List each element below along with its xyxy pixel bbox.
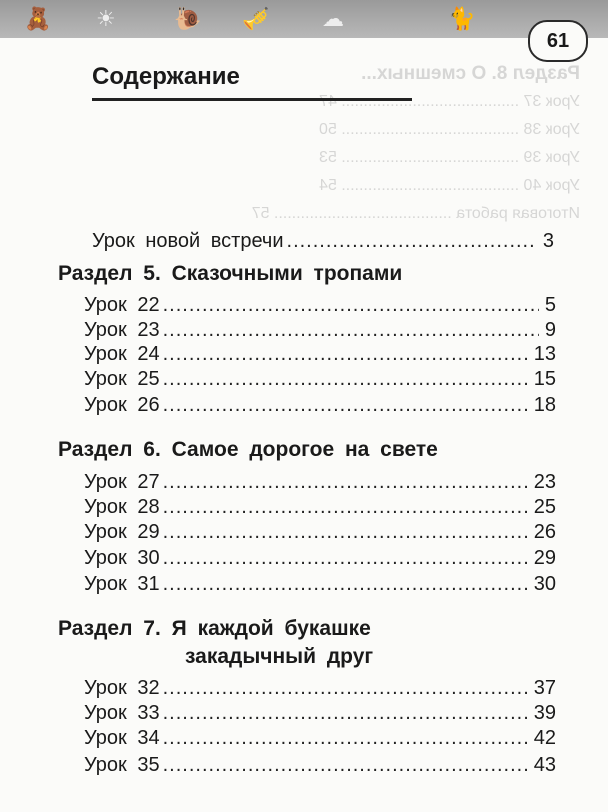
- dot-leader: [163, 495, 531, 519]
- dot-leader: [163, 393, 531, 417]
- trumpet-icon: 🎺: [242, 6, 270, 31]
- dot-leader: [163, 572, 531, 596]
- toc-entry: Урок 29 ..... 26: [84, 520, 556, 544]
- dot-leader: [163, 520, 531, 544]
- dot-leader: [163, 367, 531, 391]
- section-title-5: Раздел 5. Сказочными тропами: [58, 262, 403, 285]
- bleed-through-row: Урок 38 ........................................ 50: [319, 121, 580, 138]
- bleed-through-row: Урок 39 ........................................ 53: [319, 149, 580, 166]
- teddy-bear-icon: 🧸: [24, 6, 52, 31]
- toc-title: Содержание: [92, 62, 412, 101]
- toc-entry: Урок 30 ..... 29: [84, 546, 556, 570]
- dot-leader: [163, 546, 531, 570]
- bleed-through-row: Урок 37 ........................................ 47: [319, 93, 580, 110]
- toc-entry: Урок 22 ..... 5: [84, 293, 556, 317]
- dot-leader: [163, 726, 531, 750]
- toc-entry: Урок 28 ..... 25: [84, 495, 556, 519]
- dot-leader: [163, 342, 531, 366]
- toc-entry: Урок 23 ..... 9: [84, 318, 556, 342]
- section-title-6: Раздел 6. Самое дорогое на свете: [58, 438, 438, 461]
- dot-leader: [163, 470, 531, 494]
- toc-entry: Урок 25 ..... 15: [84, 367, 556, 391]
- bleed-through-row: Урок 40 ........................................ 54: [319, 177, 580, 194]
- toc-entry-page: 3: [542, 230, 554, 252]
- page-number: 61: [528, 20, 588, 62]
- toc-entry: Урок 35 ..... 43: [84, 753, 556, 777]
- toc-entry: Урок 26 ..... 18: [84, 393, 556, 417]
- sun-icon: ☀: [96, 6, 116, 31]
- dot-leader: [287, 229, 537, 253]
- section-title-7: Раздел 7. Я каждой букашке закадычный друг: [58, 617, 374, 668]
- toc-entry: Урок 32 ..... 37: [84, 676, 556, 700]
- cat-icon: 🐈: [448, 6, 476, 31]
- toc-entry-intro: [92, 229, 554, 253]
- snail-icon: 🐌: [174, 6, 202, 31]
- toc-entry: Урок 31 ..... 30: [84, 572, 556, 596]
- dot-leader: [163, 676, 531, 700]
- toc-entry: Урок 34 ..... 42: [84, 726, 556, 750]
- bleed-through-heading: Раздел 8. О смешных...: [361, 63, 580, 84]
- cloud-icon: ☁: [322, 6, 344, 31]
- dot-leader: [163, 701, 531, 725]
- toc-entry-label: Урок новой встречи: [92, 230, 284, 252]
- top-decorative-band: [0, 0, 608, 38]
- dot-leader: [163, 318, 539, 342]
- toc-entry: Урок 24 ..... 13: [84, 342, 556, 366]
- bleed-through-row: Итоговая работа ........................................ 57: [251, 205, 580, 222]
- toc-entry: Урок 33 ..... 39: [84, 701, 556, 725]
- toc-entry: Урок 27 ..... 23: [84, 470, 556, 494]
- dot-leader: [163, 753, 531, 777]
- dot-leader: [163, 293, 539, 317]
